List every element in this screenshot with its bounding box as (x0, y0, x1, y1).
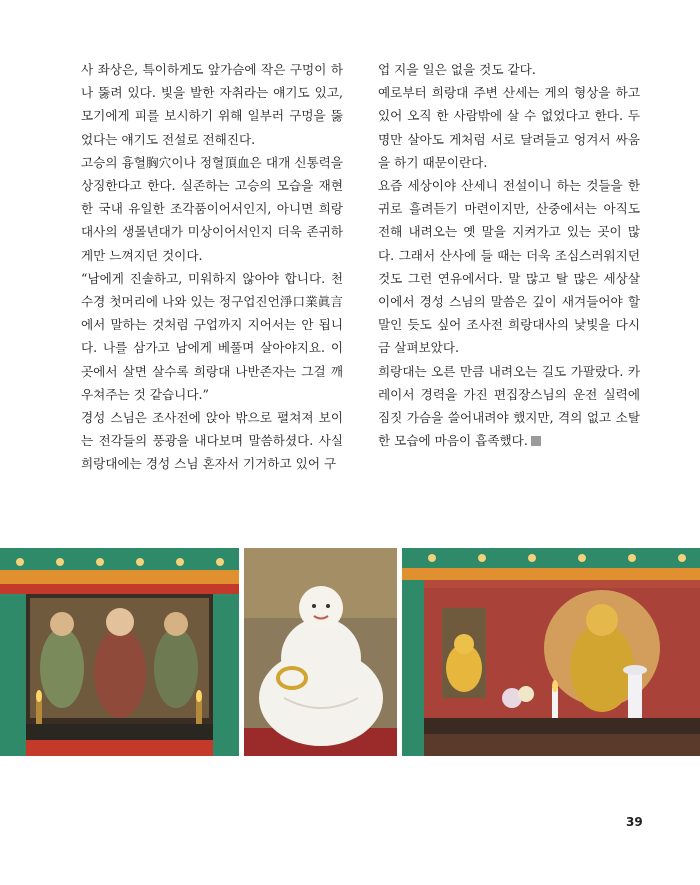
photo-white-statue (244, 548, 397, 756)
end-mark-icon (531, 436, 541, 446)
golden-buddha-altar-icon (402, 548, 700, 756)
paragraph: 경성 스님은 조사전에 앉아 밖으로 펼쳐져 보이는 전각들의 풍광을 내다보며 말씀하셨다. 사실 희랑대에는 경성 스님 혼자서 기거하고 있어 구 (81, 410, 343, 472)
page-number: 39 (626, 815, 643, 829)
paragraph: 예로부터 희랑대 주변 산세는 게의 형상을 하고 있어 오직 한 사람밖에 살 수 없었다고 한다. 두 명만 살아도 게처럼 서로 달려들고 엉겨서 싸움을 하기 때문이란다. (378, 85, 640, 170)
photo-buddha-altar (402, 548, 700, 756)
paragraph: 요즘 세상이야 산세니 전설이니 하는 것들을 한 귀로 흘려듣기 마련이지만, 산중에서는 아직도 전해 내려오는 옛 말을 지켜가고 있는 곳이 많다. 그래서 산사에 들 때는 더욱 조심스러워지던 것도 그런 연유에서다. 말 많고 탈 많은 세상살이에서 경성 스님의 말씀은 깊이 새겨들어야 할 말인 듯도 싶어 조사전 희랑대사의 낯빛을 다시금 살펴보았다. (378, 178, 640, 356)
paragraph-text: 희랑대는 오른 만큼 내려오는 길도 가팔랐다. 카레이서 경력을 가진 편집장스님의 운전 실력에 짐짓 가슴을 쓸어내려야 했지만, 격의 없고 소탈한 모습에 마음이 흡족했다. (378, 363, 640, 449)
three-statues-shrine-icon (0, 548, 239, 756)
paragraph: “남에게 진솔하고, 미워하지 않아야 합니다. 천수경 첫머리에 나와 있는 정구업진언淨口業眞言에서 말하는 것처럼 구업까지 지어서는 안 됩니다. 나를 삼가고 남에게 베풀며 살아야지요. 이곳에서 살면 살수록 희랑대 나반존자는 그걸 깨우쳐주는 것 같습니다.” (81, 270, 343, 402)
photo-shrine-statues (0, 548, 239, 756)
left-text-column (81, 58, 343, 476)
paragraph: 업 지을 일은 없을 것도 같다. (378, 62, 536, 77)
white-monk-statue-icon (244, 548, 397, 756)
right-text-column (378, 58, 640, 452)
paragraph (378, 360, 640, 453)
paragraph: 고승의 흉혈胸穴이나 정혈頂血은 대개 신통력을 상징한다고 한다. 실존하는 고승의 모습을 재현한 국내 유일한 조각품이어서인지, 아니면 희랑대사의 생몰년대가 미상이어서인지 더욱 존귀하게만 느껴지던 것이다. (81, 154, 343, 263)
paragraph: 사 좌상은, 특이하게도 앞가슴에 작은 구멍이 하나 뚫려 있다. 빛을 발한 자취라는 얘기도 있고, 모기에게 피를 보시하기 위해 일부러 구멍을 뚫었다는 얘기도 전설로 전해진다. (81, 62, 343, 147)
